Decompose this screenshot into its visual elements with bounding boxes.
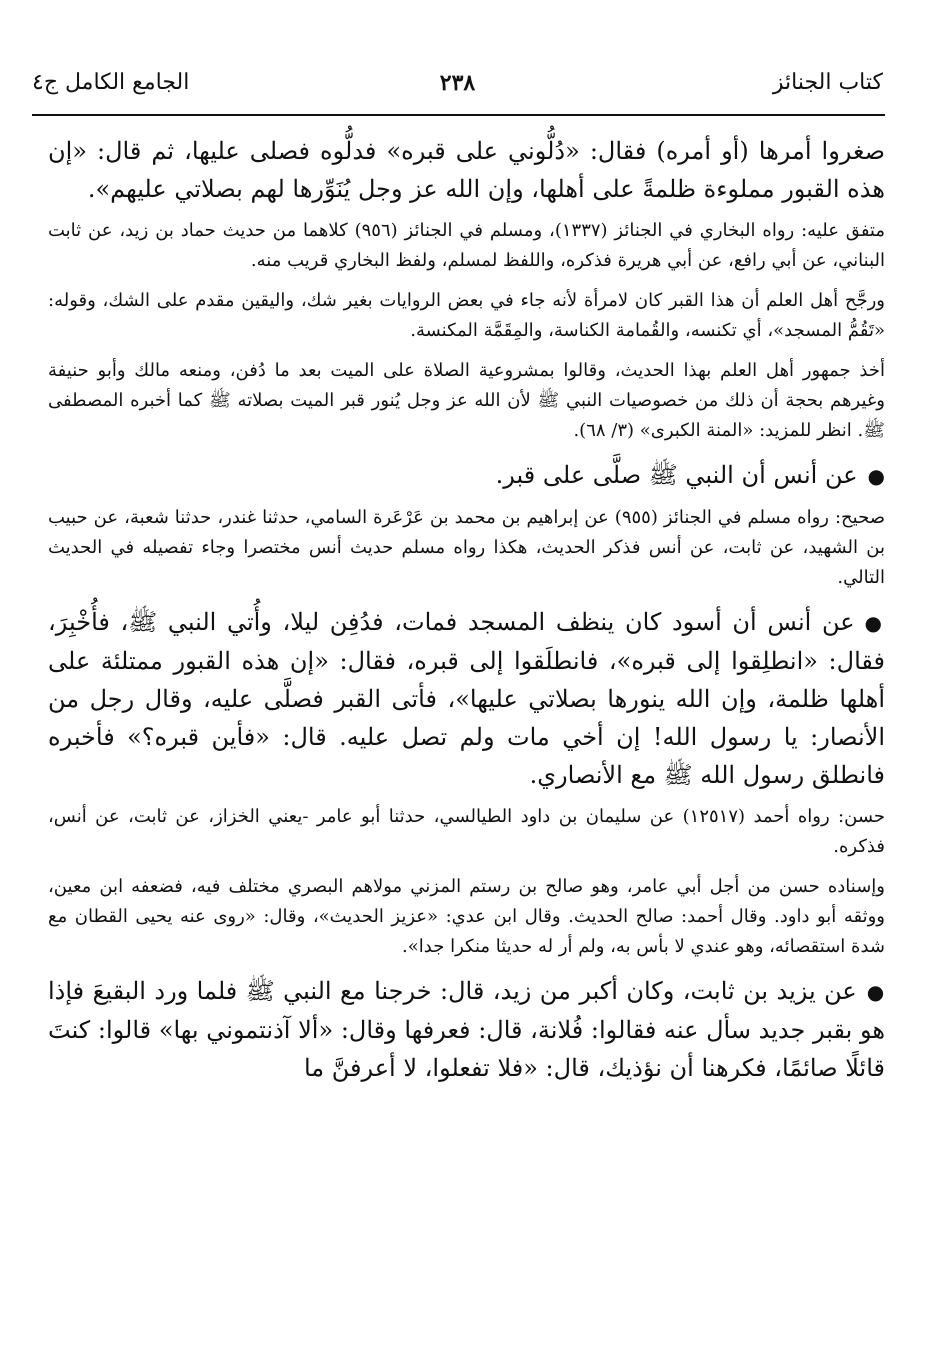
hadith-continuation: صغروا أمرها (أو أمره) فقال: «دُلُّوني على قبره» فدلُّوه فصلى عليها، ثم قال: «إن هذه القبور مملوءة ظلمةً على أهلها، وإن الله عز وجل يُنَوِّرها لهم بصلاتي عليهم».: [48, 137, 885, 203]
isnad-note: وإسناده حسن من أجل أبي عامر، وهو صالح بن رستم المزني مولاهم البصري مختلف فيه، فضعفه ابن معين، ووثقه أبو داود. وقال أحمد: صالح الحديث. وقال ابن عدي: «عزيز الحديث»، وقال: «روى عنه يحيى القطان مع شدة استقصائه، وهو عندي لا بأس به، ولم أر له حديثا منكرا جدا».: [48, 876, 885, 957]
hadith-anas-long: [48, 603, 885, 794]
page-header: [32, 70, 883, 110]
takhrij-note: صحيح: رواه مسلم في الجنائز (٩٥٥) عن إبراهيم بن محمد بن عَرْعَرة السامي، حدثنا غندر، حدثنا شعبة، عن حبيب بن الشهيد، عن ثابت، عن أنس فذكر الحديث، هكذا رواه مسلم حديث أنس مختصرا وجاء تفصيله في الحديث التالي.: [48, 507, 885, 588]
bullet-icon: ●: [866, 980, 886, 1004]
book-title: الجامع الكامل ج٤: [32, 70, 190, 95]
page-number: ٢٣٨: [439, 70, 476, 96]
bullet-icon: ●: [864, 611, 885, 635]
takhrij-note: حسن: رواه أحمد (١٢٥١٧) عن سليمان بن داود الطيالسي، حدثنا أبو عامر -يعني الخزاز، عن ثابت، عن أنس، فذكره.: [48, 806, 886, 857]
header-rule: [32, 114, 885, 116]
bullet-icon: ●: [867, 464, 885, 488]
hadith-text: عن أنس أن أسود كان ينظف المسجد فمات، فدُفِن ليلا، وأُتي النبي ﷺ، فأُخْبِرَ، فقال: «انطلِقوا إلى قبره»، فانطلَقوا إلى قبره، فقال: «إن هذه القبور ممتلئة على أهلها ظلمة، وإن الله ينورها بصلاتي عليها»، فأتى القبر فصلَّى عليه، وقال رجل من الأنصار: يا رسول الله! إن أخي مات ولم تصل عليه. قال: «فأين قبره؟» فأخبره فانطلق رسول الله ﷺ مع الأنصاري.: [48, 608, 885, 789]
takhrij-note: متفق عليه: رواه البخاري في الجنائز (١٣٣٧)، ومسلم في الجنائز (٩٥٦) كلاهما من حديث حماد بن زيد، عن ثابت البناني، عن أبي رافع، عن أبي هريرة فذكره، واللفظ لمسلم، ولفظ البخاري قريب منه.: [48, 220, 885, 271]
page-body: [48, 132, 885, 1095]
commentary-note: ورجَّح أهل العلم أن هذا القبر كان لامرأة لأنه جاء في بعض الروايات بغير شك، واليقين مقدم على الشك، وقوله: «تَقُمُّ المسجد»، أي تكنسه، والقُمامة الكناسة، والمِقَمَّة المكنسة.: [48, 290, 885, 341]
hadith-text: عن أنس أن النبي ﷺ صلَّى على قبر.: [495, 461, 858, 489]
hadith-text: عن يزيد بن ثابت، وكان أكبر من زيد، قال: خرجنا مع النبي ﷺ فلما ورد البقيعَ فإذا هو بقبر جديد سأل عنه فقالوا: فُلانة، قال: فعرفها وقال: «ألا آذنتموني بها» قالوا: كنتَ قائلًا صائمًا، فكرهنا أن نؤذيك، قال: «فلا تفعلوا، لا أعرفنَّ ما: [48, 977, 885, 1082]
fiqh-note: أخذ جمهور أهل العلم بهذا الحديث، وقالوا بمشروعية الصلاة على الميت بعد ما دُفن، ومنعه مالك وأبو حنيفة وغيرهم بحجة أن ذلك من خصوصيات النبي ﷺ لأن الله عز وجل يُنور قبر الميت بصلاته ﷺ كما أخبره المصطفى ﷺ. انظر للمزيد: «المنة الكبرى» (٣/ ٦٨).: [48, 360, 885, 441]
hadith-anas-short: [48, 456, 885, 495]
hadith-yazid: [48, 972, 885, 1087]
chapter-title: كتاب الجنائز: [772, 70, 883, 95]
